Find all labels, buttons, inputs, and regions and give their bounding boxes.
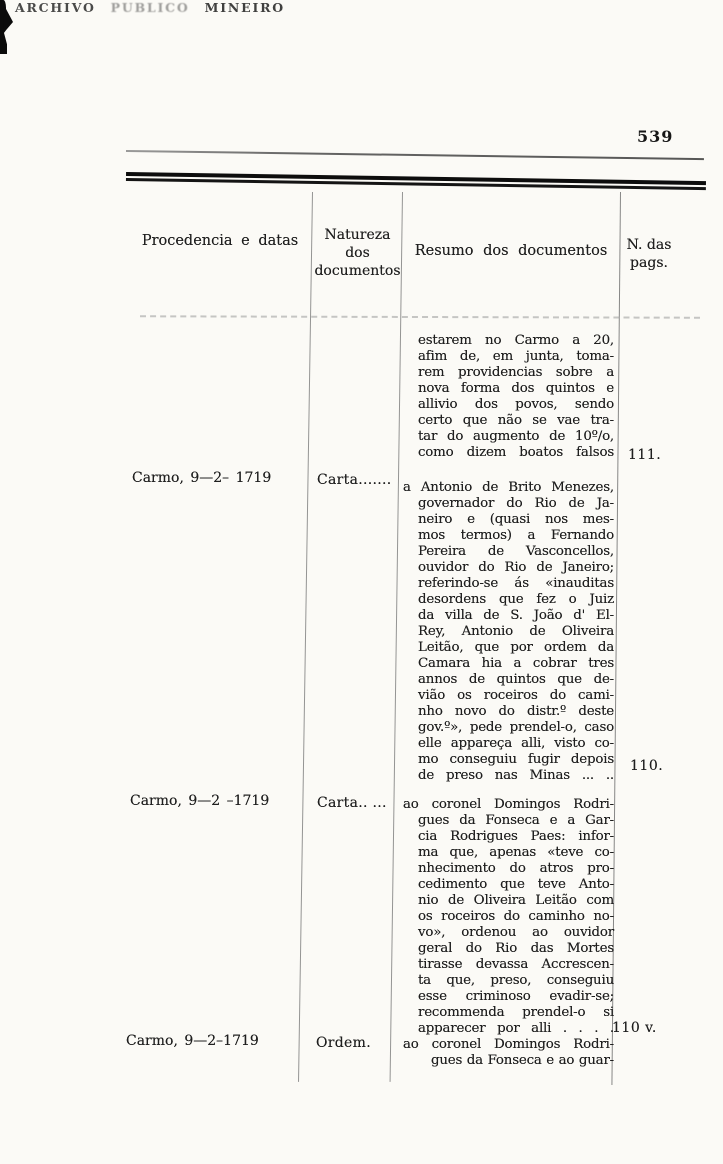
text-line: Leitão, que por ordem da [418, 640, 614, 655]
column-rule [390, 192, 404, 1082]
text-line: mo conseguiu fugir depois [418, 752, 614, 767]
text-line: cia Rodrigues Paes: infor- [418, 829, 614, 844]
text-line: nova forma dos quintos e [418, 381, 614, 396]
text-line: certo que não se vae tra- [418, 413, 614, 428]
text-line: Pereira de Vasconcellos, [418, 544, 614, 559]
text-line: dos [345, 245, 370, 261]
text-line: de preso nas Minas ... .. [418, 768, 614, 783]
running-head-word: MINEIRO [204, 0, 285, 15]
running-head-word: PUBLICO [110, 0, 190, 15]
text-line: estarem no Carmo a 20, [418, 333, 614, 348]
page-ref: 110. [630, 758, 664, 774]
text-line: da villa de S. João d' El- [418, 608, 614, 623]
text-line: geral do Rio das Mortes [418, 941, 614, 956]
text-line: tirasse devassa Accrescen- [418, 957, 614, 972]
resumo-cell [403, 1037, 614, 1069]
text-line: desordens que fez o Juiz [418, 592, 614, 607]
text-line: recommenda prendel-o si [418, 1005, 614, 1020]
column-header-pags [618, 236, 680, 272]
page-number: 539 [637, 127, 674, 146]
text-line: rem providencias sobre a [418, 365, 614, 380]
text-line: ma que, apenas «teve co- [418, 845, 614, 860]
text-line: pags. [630, 255, 668, 271]
text-line: elle appareça alli, visto co- [418, 736, 614, 751]
resumo-cell [403, 797, 614, 1037]
text-line: a Antonio de Brito Menezes, [403, 480, 614, 495]
text-line: nho novo do distr.º deste [418, 704, 614, 719]
text-line: governador do Rio de Ja- [418, 496, 614, 511]
text-line: nhecimento do atros pro- [418, 861, 614, 876]
text-line: ao coronel Domingos Rodri- [403, 1037, 614, 1052]
text-line: gues da Fonseca e a Gar- [418, 813, 614, 828]
text-line: tar do augmento de 10º/o, [418, 429, 614, 444]
text-line: neiro e (quasi nos mes- [418, 512, 614, 527]
column-header-natureza [313, 226, 402, 280]
natureza-cell: Carta.. ... [317, 795, 387, 811]
procedencia-cell: Carmo, 9—2–1719 [126, 1033, 259, 1049]
text-line: Natureza [324, 227, 391, 243]
header-separator-rule [140, 315, 700, 318]
text-line: apparecer por alli . . . . [418, 1021, 614, 1036]
table-top-rule [126, 172, 706, 190]
text-line: afim de, em junta, toma- [418, 349, 614, 364]
text-line: vo», ordenou ao ouvidor [418, 925, 614, 940]
text-line: vião os roceiros do cami- [418, 688, 614, 703]
page-ref: 110 v. [612, 1020, 657, 1036]
natureza-cell: Carta....... [317, 472, 392, 488]
resumo-continuation [418, 333, 614, 461]
text-line: ouvidor do Rio de Janeiro; [418, 560, 614, 575]
natureza-cell: Ordem. [316, 1035, 371, 1051]
text-line: gues da Fonseca e ao guar- [431, 1053, 614, 1068]
text-line: nio de Oliveira Leitão com [418, 893, 614, 908]
head-rule [126, 150, 704, 160]
text-line: gov.º», pede prendel-o, caso [418, 720, 614, 735]
text-line: ao coronel Domingos Rodri- [403, 797, 614, 812]
column-rule [298, 192, 313, 1082]
page-ref: 111. [628, 447, 662, 463]
text-line: Camara hia a cobrar tres [418, 656, 614, 671]
text-line: N. das [626, 237, 672, 253]
resumo-cell [403, 480, 614, 784]
text-line: os roceiros do caminho no- [418, 909, 614, 924]
text-line: esse criminoso evadir-se; [418, 989, 614, 1004]
text-line: annos de quintos que de- [418, 672, 614, 687]
text-line: referindo-se ás «inauditas [418, 576, 614, 591]
text-line: cedimento que teve Anto- [418, 877, 614, 892]
procedencia-cell: Carmo, 9—2– 1719 [132, 470, 272, 486]
column-header-resumo: Resumo dos documentos [414, 243, 608, 259]
text-line: ta que, preso, conseguiu [418, 973, 614, 988]
procedencia-cell: Carmo, 9—2 –1719 [130, 793, 270, 809]
text-line: allivio dos povos, sendo [418, 397, 614, 412]
column-header-procedencia: Procedencia e datas [141, 233, 299, 249]
text-line: documentos [314, 263, 401, 279]
text-line: como dizem boatos falsos [418, 445, 614, 460]
text-line: mos termos) a Fernando [418, 528, 614, 543]
running-head [0, 0, 300, 15]
text-line: Rey, Antonio de Oliveira [418, 624, 614, 639]
running-head-word: ARCHIVO [15, 0, 96, 15]
